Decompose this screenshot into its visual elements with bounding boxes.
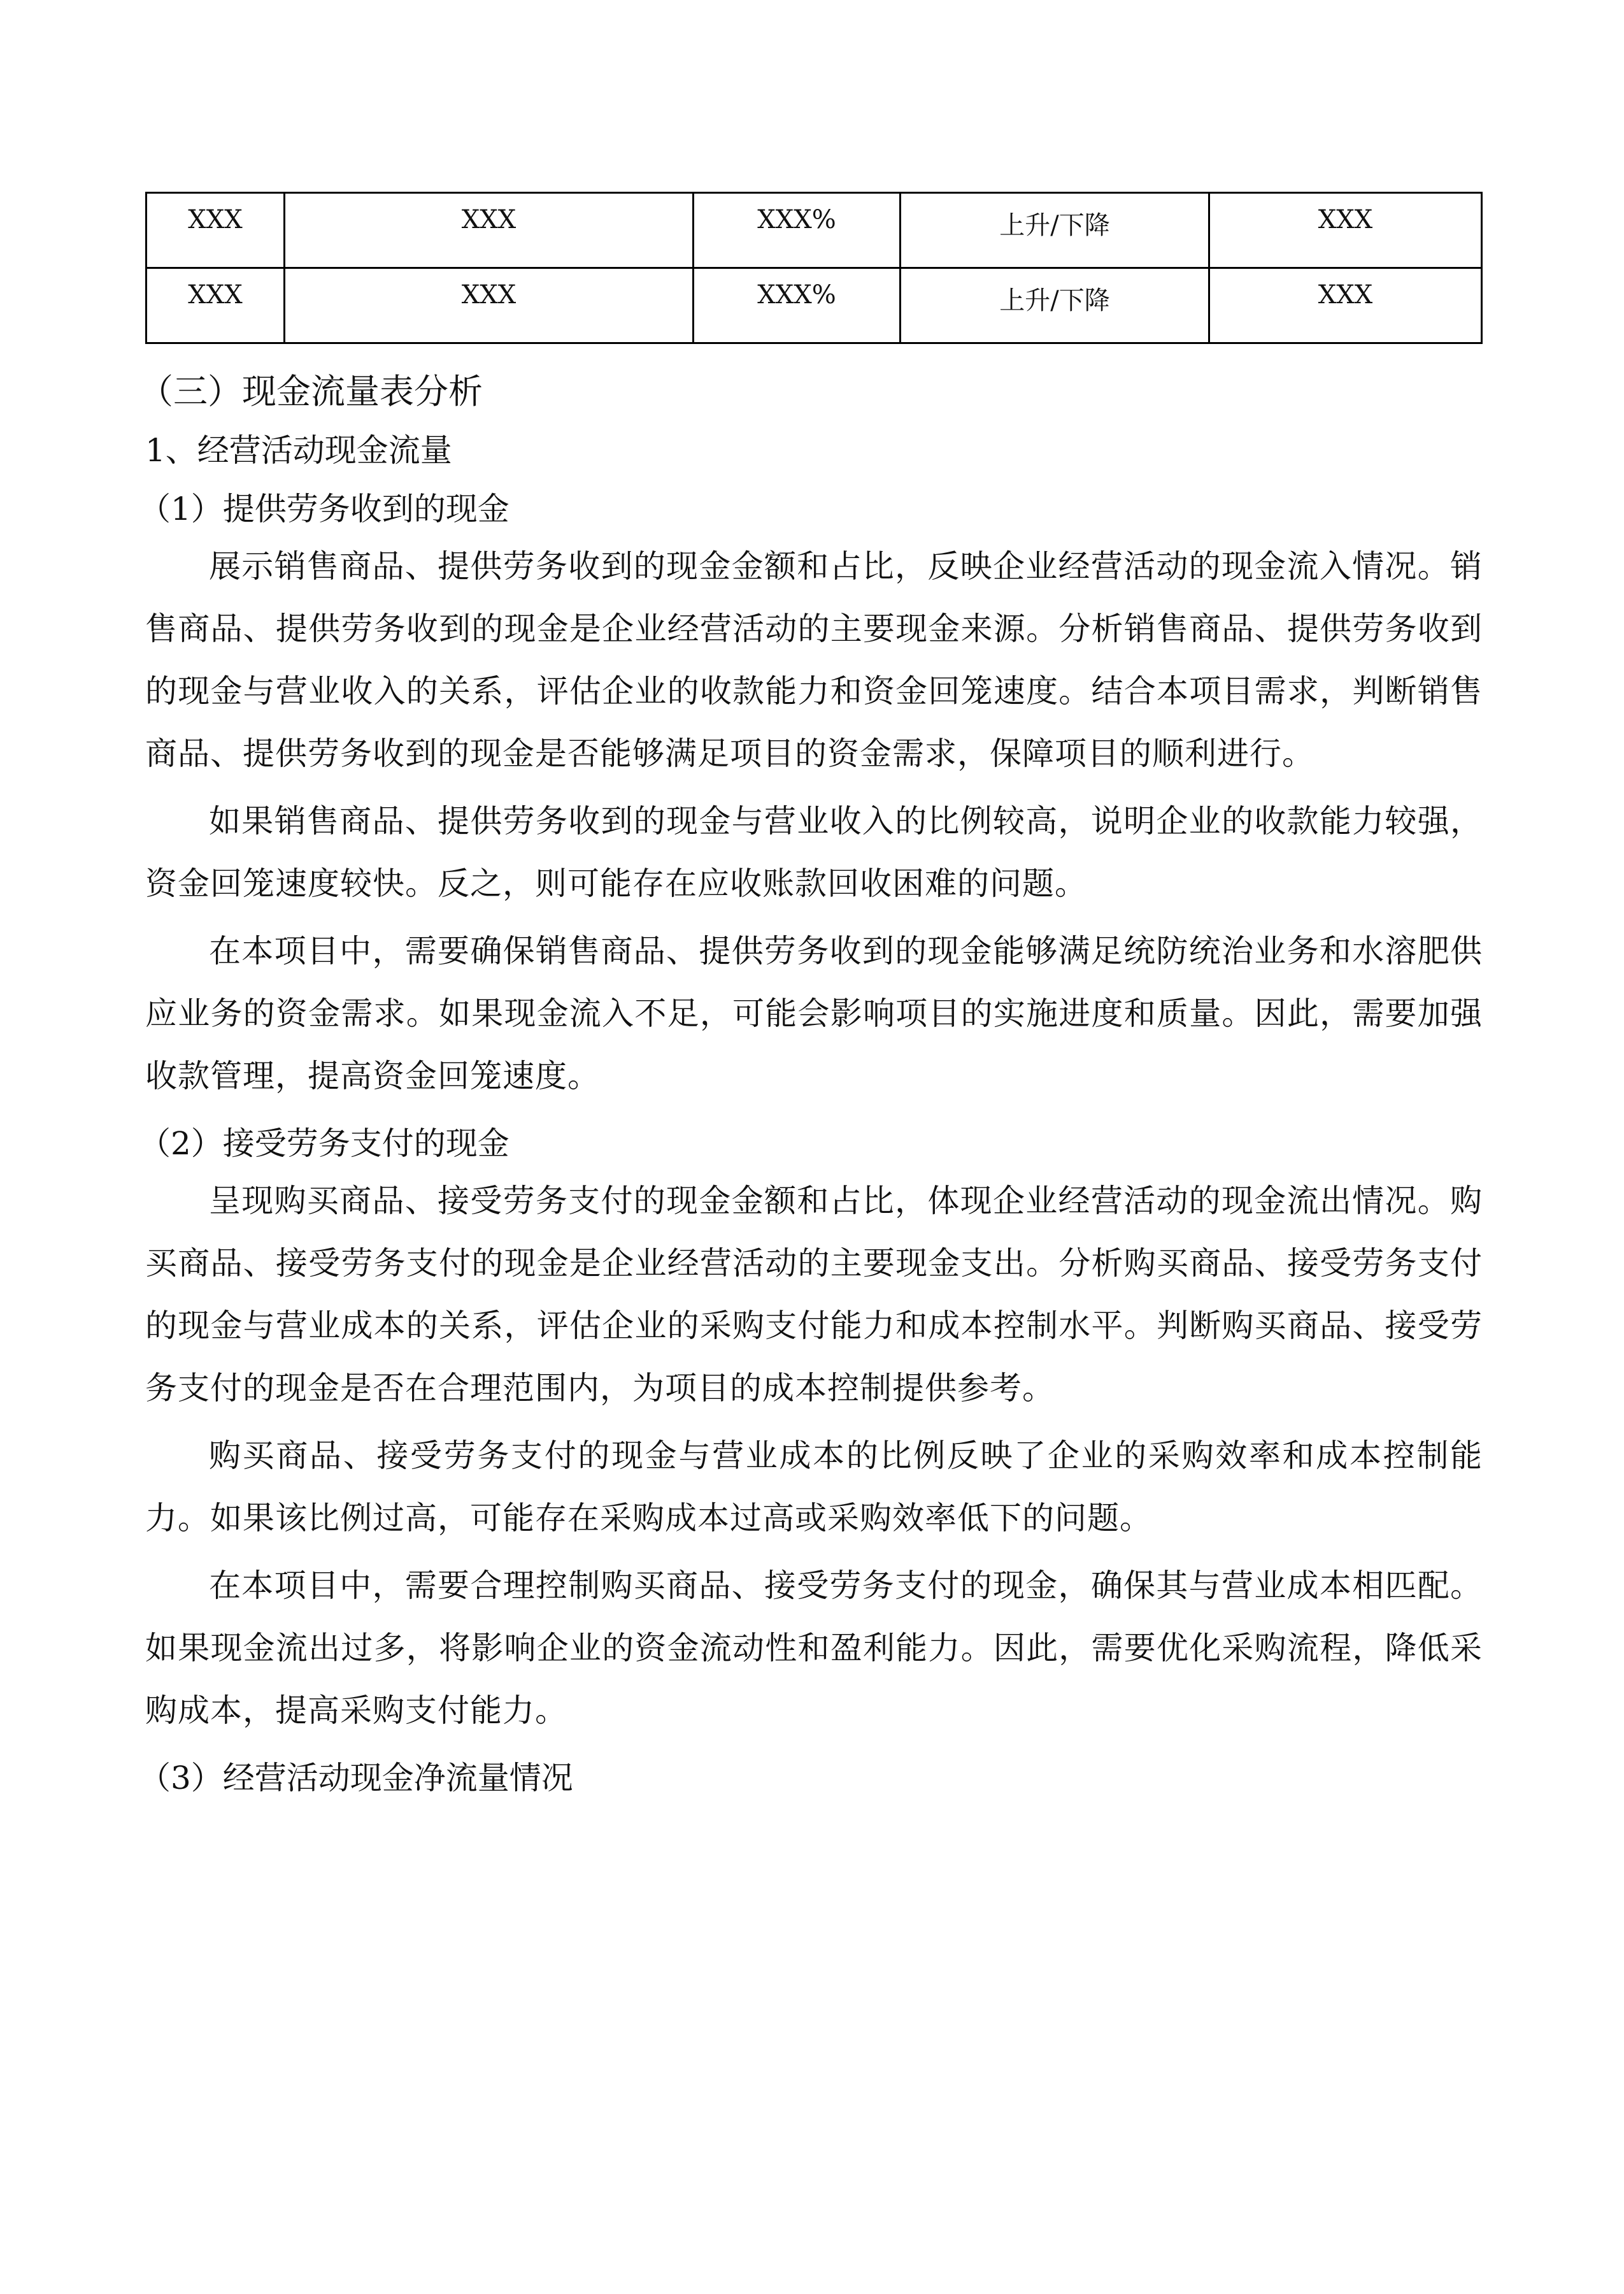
paragraph: 购买商品、接受劳务支付的现金与营业成本的比例反映了企业的采购效率和成本控制能力。如果该比例过高，可能存在采购成本过高或采购效率低下的问题。 <box>145 1437 1483 1537</box>
paragraph: 如果销售商品、提供劳务收到的现金与营业收入的比例较高，说明企业的收款能力较强，资金回笼速度较快。反之，则可能存在应收账款回收困难的问题。 <box>145 803 1483 902</box>
table-cell: XXX <box>1209 193 1482 268</box>
item-heading-1: （1）提供劳务收到的现金 <box>139 491 509 527</box>
paragraph: 在本项目中，需要确保销售商品、提供劳务收到的现金能够满足统防统治业务和水溶肥供应业务的资金需求。如果现金流入不足，可能会影响项目的实施进度和质量。因此，需要加强收款管理，提高资金回笼速度。 <box>145 933 1483 1094</box>
table-cell: XXX <box>285 268 694 343</box>
item-1-body <box>145 535 1483 1107</box>
table-row <box>146 268 1482 343</box>
table-cell: 上升/下降 <box>901 193 1209 268</box>
item-2-body <box>145 1170 1483 1742</box>
item-heading-2: （2）接受劳务支付的现金 <box>139 1125 509 1162</box>
table-cell: XXX% <box>694 193 901 268</box>
table-cell: XXX <box>146 193 285 268</box>
table-cell: 上升/下降 <box>901 268 1209 343</box>
table-cell: XXX <box>285 193 694 268</box>
table-cell: XXX% <box>694 268 901 343</box>
paragraph: 在本项目中，需要合理控制购买商品、接受劳务支付的现金，确保其与营业成本相匹配。如果现金流出过多，将影响企业的资金流动性和盈利能力。因此，需要优化采购流程，降低采购成本，提高采购支付能力。 <box>145 1567 1483 1729</box>
section-heading: （三）现金流量表分析 <box>139 371 483 412</box>
data-table <box>145 192 1483 344</box>
document-body <box>139 369 1483 1800</box>
item-heading-3: （3）经营活动现金净流量情况 <box>139 1760 573 1796</box>
table-row <box>146 193 1482 268</box>
table-cell: XXX <box>146 268 285 343</box>
subsection-heading: 1、经营活动现金流量 <box>145 432 452 469</box>
paragraph: 展示销售商品、提供劳务收到的现金金额和占比，反映企业经营活动的现金流入情况。销售商品、提供劳务收到的现金是企业经营活动的主要现金来源。分析销售商品、提供劳务收到的现金与营业收入的关系，评估企业的收款能力和资金回笼速度。结合本项目需求，判断销售商品、提供劳务收到的现金是否能够满足项目的资金需求，保障项目的顺利进行。 <box>145 548 1483 772</box>
table-cell: XXX <box>1209 268 1482 343</box>
paragraph: 呈现购买商品、接受劳务支付的现金金额和占比，体现企业经营活动的现金流出情况。购买商品、接受劳务支付的现金是企业经营活动的主要现金支出。分析购买商品、接受劳务支付的现金与营业成本的关系，评估企业的采购支付能力和成本控制水平。判断购买商品、接受劳务支付的现金是否在合理范围内，为项目的成本控制提供参考。 <box>145 1182 1483 1407</box>
